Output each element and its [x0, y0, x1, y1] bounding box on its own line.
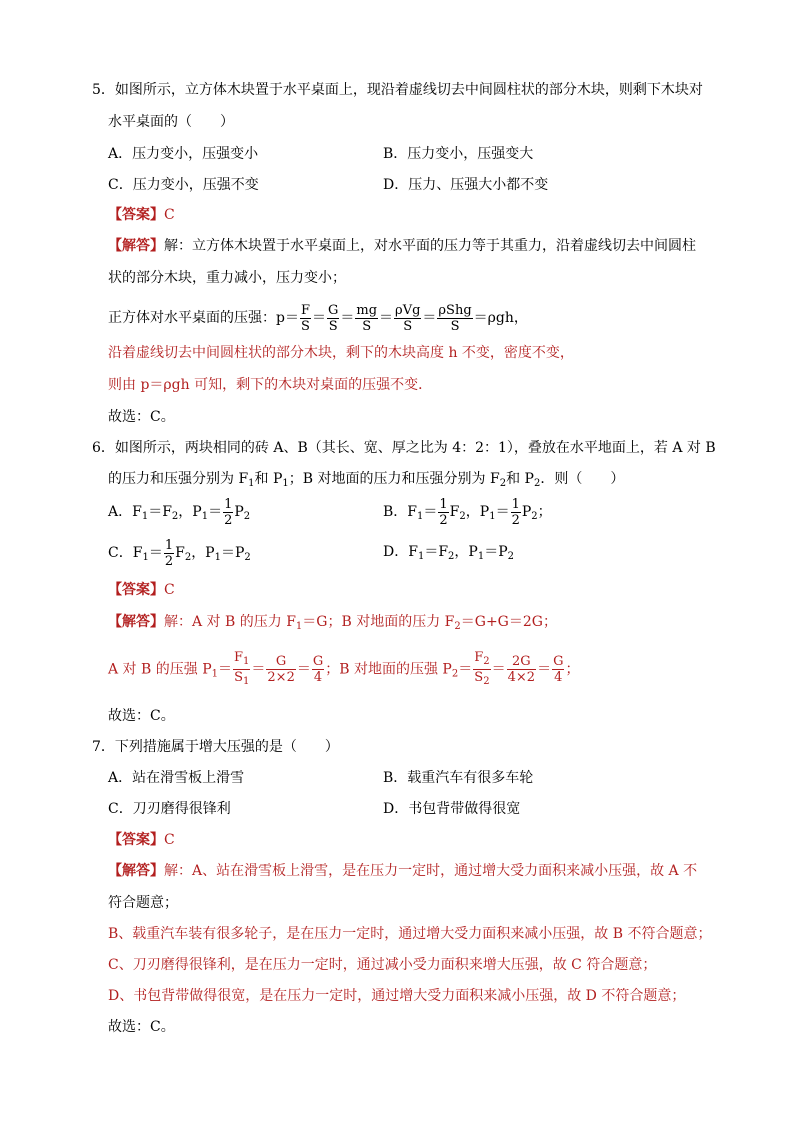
text: ； [565, 661, 580, 678]
formula-prefix: 正方体对水平桌面的压强：p＝ [108, 310, 299, 326]
denominator: S [328, 318, 338, 334]
text: ； [537, 504, 552, 520]
denominator: 4 [554, 670, 563, 685]
q6-option-c [108, 537, 251, 574]
fraction-half [223, 497, 233, 528]
q7-answer [108, 830, 175, 850]
text: ＝P [484, 544, 508, 560]
subscript: 2 [243, 511, 251, 522]
text: ＝ [218, 661, 232, 678]
q7-option-d: D．书包背带做得很宽 [383, 801, 521, 817]
fraction-mg-s [355, 303, 378, 334]
text: ＝F [424, 544, 449, 560]
answer-value: C [164, 832, 175, 848]
numerator: 1 [164, 537, 174, 553]
fraction-rhoshg-s [437, 303, 472, 334]
q6-explanation-line2 [108, 650, 579, 693]
answer-label: 【答案】 [108, 832, 164, 848]
fraction-g-4 [312, 654, 324, 685]
text: ；B 对地面的压强 P [325, 661, 452, 678]
q7-explanation-line1 [108, 861, 697, 881]
explanation-label: 【解答】 [108, 614, 164, 630]
subscript: 2 [451, 668, 459, 680]
fraction-g-2x2 [266, 654, 295, 685]
text: A 对 B 的压强 P [108, 661, 212, 678]
q5-explanation-line2: 状的部分木块，重力减小，压力变小； [108, 270, 346, 286]
text: F [175, 545, 185, 561]
q6-option-d [383, 542, 514, 567]
text: F [474, 650, 484, 665]
numerator: ρShg [438, 302, 472, 318]
q7-explanation-line5: D、书包背带做得很宽，是在压力一定时，通过增大受力面积来减小压强，故 D 不符合题意； [108, 988, 686, 1004]
denominator: 4×2 [507, 670, 536, 685]
fraction-f1-s1 [233, 650, 250, 689]
q5-stem-line1: 5．如图所示，立方体木块置于水平桌面上，现沿着虚线切去中间圆柱状的部分木块，则剩下木块对 [92, 82, 703, 98]
q5-explanation-line5: 则由 p＝ρgh 可知，剩下的木块对桌面的压强不变． [108, 377, 433, 393]
numerator: F [300, 302, 310, 318]
q5-answer [108, 205, 175, 225]
text: 的压力和压强分别为 F [108, 471, 249, 487]
subscript: 1 [142, 552, 149, 563]
text: C．F [108, 545, 143, 561]
subscript: 1 [243, 656, 250, 667]
explanation-text: 解：立方体木块置于水平桌面上，对水平面的压力等于其重力，沿着虚线切去中间圆柱 [164, 238, 696, 254]
text: ＝ [491, 661, 506, 678]
numerator: G [266, 654, 295, 670]
denominator: 2 [511, 512, 520, 528]
header-rule [90, 15, 704, 16]
denominator: 2×2 [267, 670, 295, 685]
text: A．F [108, 504, 142, 520]
text: ，P [191, 545, 215, 561]
text: ＝ [423, 504, 438, 520]
equals: ＝ [422, 310, 437, 326]
q6-stem-line2 [108, 469, 624, 494]
subscript: 2 [483, 676, 490, 687]
q5-explanation-line4: 沿着虚线切去中间圆柱状的部分木块，剩下的木块高度 h 不变，密度不变， [108, 345, 574, 361]
numerator [233, 650, 250, 670]
answer-value: C [164, 207, 175, 223]
text: ＝F [148, 504, 172, 520]
subscript: 2 [533, 478, 541, 489]
equals: ＝ [312, 310, 326, 326]
denominator: 4 [313, 670, 323, 685]
q7-choose: 故选：C。 [108, 1019, 175, 1035]
subscript: 2 [531, 511, 538, 522]
subscript: 1 [295, 621, 303, 632]
text: ＝ [495, 504, 510, 520]
q5-formula-line [108, 302, 528, 334]
numerator: 1 [511, 496, 520, 512]
text: ＝ [251, 661, 266, 678]
q7-explanation-line3: B、载重汽车装有很多轮子，是在压力一定时，通过增大受力面积来减小压强，故 B 不符合题意； [108, 926, 712, 942]
subscript: 1 [417, 511, 424, 522]
subscript: 1 [214, 552, 221, 563]
subscript: 2 [448, 551, 455, 562]
q6-choose: 故选：C。 [108, 708, 175, 724]
q5-explanation-line1 [108, 236, 696, 256]
denominator: 2 [439, 512, 448, 528]
q7-option-c: C．刀刃磨得很锋利 [108, 801, 231, 817]
denominator: 2 [224, 512, 233, 528]
fraction-f2-s2 [473, 650, 490, 689]
numerator: G [328, 302, 339, 318]
text: P [521, 504, 532, 520]
q5-option-a: A．压力变小，压强变小 [108, 146, 259, 162]
answer-label: 【答案】 [108, 582, 164, 598]
subscript: 1 [211, 668, 218, 680]
text: F [449, 504, 460, 520]
text: ，P [178, 504, 202, 520]
q6-option-b [383, 496, 552, 533]
q5-choose: 故选：C。 [108, 409, 175, 425]
denominator: S [403, 318, 413, 334]
subscript: 1 [477, 551, 485, 562]
fraction-2g-4x2 [507, 654, 536, 685]
text: ＝G；B 对地面的压力 F [302, 614, 455, 630]
formula-suffix: ＝ρgh， [473, 310, 528, 326]
text: ＝ [148, 545, 163, 561]
fraction-g-4 [552, 654, 564, 685]
text: ＝ [537, 661, 552, 678]
text: 和 P [506, 471, 534, 487]
explanation-label: 【解答】 [108, 238, 164, 254]
numerator: 1 [224, 496, 233, 512]
q5-stem-line2: 水平桌面的（ ） [108, 114, 234, 130]
numerator: G [553, 654, 564, 669]
text: D．F [383, 544, 418, 560]
subscript: 1 [141, 511, 149, 522]
equals: ＝ [340, 310, 355, 326]
text: ，P [454, 544, 478, 560]
explanation-label: 【解答】 [108, 863, 164, 879]
denominator: 2 [164, 553, 174, 569]
q6-answer [108, 580, 175, 600]
denominator: S [450, 318, 460, 334]
denominator: S [301, 318, 310, 334]
subscript: 1 [417, 551, 425, 562]
fraction-half [438, 497, 448, 528]
text: ，P [465, 504, 490, 520]
text: S [234, 670, 243, 685]
text: B．F [383, 504, 418, 520]
text: 解：A 对 B 的压力 F [164, 614, 296, 630]
fraction-g-s [327, 303, 339, 334]
equals: ＝ [379, 310, 394, 326]
subscript: 2 [459, 511, 466, 522]
numerator: 2G [507, 654, 536, 670]
subscript: 2 [244, 552, 251, 563]
q5-option-c: C．压力变小，压强不变 [108, 177, 259, 193]
subscript: 2 [499, 478, 507, 489]
numerator: ρVg [395, 302, 421, 318]
numerator: mg [356, 302, 378, 318]
subscript: 2 [507, 551, 515, 562]
subscript: 2 [454, 621, 461, 632]
answer-label: 【答案】 [108, 207, 164, 223]
numerator: G [312, 654, 324, 669]
text: F [234, 650, 244, 665]
fraction-half [511, 497, 521, 528]
fraction-f-s [300, 303, 311, 334]
text: S [474, 670, 484, 685]
numerator [473, 650, 490, 670]
q7-option-a: A．站在滑雪板上滑雪 [108, 770, 245, 786]
text: ；B 对地面的压力和压强分别为 F [288, 471, 500, 487]
text: ＝G+G＝2G； [460, 614, 557, 630]
q7-explanation-line4: C、刀刃磨得很锋利，是在压力一定时，通过减小受力面积来增大压强，故 C 符合题意； [108, 957, 657, 973]
text: 解：A、站在滑雪板上滑雪，是在压力一定时，通过增大受力面积来减小压强，故 A 不 [164, 863, 698, 879]
q6-option-a [108, 496, 250, 533]
text: ＝ [458, 661, 473, 678]
q7-option-b: B．载重汽车有很多车轮 [383, 770, 534, 786]
text: ＝ [208, 504, 223, 520]
text: 和 P [254, 471, 283, 487]
denominator [473, 670, 490, 689]
answer-value: C [164, 582, 175, 598]
numerator: 1 [439, 496, 448, 512]
subscript: 1 [248, 478, 255, 489]
q6-explanation-line1 [108, 612, 557, 637]
subscript: 2 [184, 552, 192, 563]
subscript: 2 [171, 511, 179, 522]
subscript: 1 [242, 676, 250, 687]
subscript: 1 [489, 511, 496, 522]
q5-option-d: D．压力、压强大小都不变 [383, 177, 549, 193]
q5-option-b: B．压力变小，压强变大 [383, 146, 534, 162]
denominator: S [362, 318, 372, 334]
denominator [233, 670, 250, 689]
text: ．则（ ） [540, 471, 625, 487]
subscript: 1 [201, 511, 209, 522]
text: ＝P [220, 545, 245, 561]
q6-stem-line1: 6．如图所示，两块相同的砖 A、B（其长、宽、厚之比为 4：2：1），叠放在水平地面上，若 A 对 B [92, 440, 716, 456]
subscript: 2 [483, 656, 490, 667]
fraction-half [164, 538, 174, 569]
q7-stem: 7．下列措施属于增大压强的是（ ） [92, 739, 339, 755]
q7-explanation-line2: 符合题意； [108, 895, 178, 911]
fraction-rhovg-s [394, 303, 421, 334]
text: ＝ [296, 661, 311, 678]
subscript: 1 [282, 478, 289, 489]
text: P [234, 504, 244, 520]
